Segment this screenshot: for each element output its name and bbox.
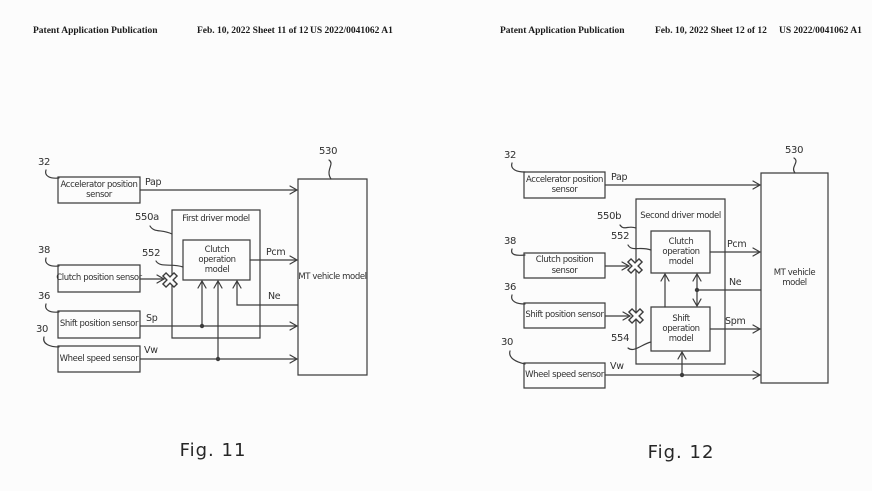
signal-vw: Vw xyxy=(610,361,624,372)
header-publication: Patent Application Publication xyxy=(33,26,158,36)
ref-38: 38 xyxy=(38,245,51,256)
clutch-operation-model-label: Clutch operation model xyxy=(198,244,236,276)
fig11-junction-dot xyxy=(200,324,204,328)
header-date-sheet: Feb. 10, 2022 Sheet 12 of 12 xyxy=(655,26,767,36)
shift-operation-model-label: Shift operation model xyxy=(662,313,700,345)
ref-38: 38 xyxy=(504,236,517,247)
ref-36: 36 xyxy=(504,282,517,293)
ref-30: 30 xyxy=(36,324,49,335)
signal-pcm: Pcm xyxy=(266,247,286,258)
wheel-speed-sensor-label: Wheel speed sensor xyxy=(525,370,604,381)
shift-position-sensor-label: Shift position sensor xyxy=(59,319,139,330)
clutch-operation-model-label: Clutch operation model xyxy=(662,236,700,268)
signal-ne: Ne xyxy=(729,277,742,288)
signal-pap: Pap xyxy=(611,172,628,183)
ref-30: 30 xyxy=(501,337,514,348)
fig12-junction-dot xyxy=(680,373,684,377)
header-doc-number: US 2022/0041062 A1 xyxy=(779,26,862,36)
ref-530: 530 xyxy=(319,146,338,157)
figure-12-caption: Fig. 12 xyxy=(647,442,715,463)
first-driver-model-label: First driver model xyxy=(182,213,250,224)
ref-554: 554 xyxy=(611,333,630,344)
clutch-position-sensor-label: Clutch position sensor xyxy=(56,273,142,284)
accelerator-position-sensor-label: Accelerator position sensor xyxy=(60,179,138,200)
ref-32: 32 xyxy=(38,157,51,168)
header-doc-number: US 2022/0041062 A1 xyxy=(310,26,393,36)
ref-552: 552 xyxy=(142,248,161,259)
shift-position-sensor-label: Shift position sensor xyxy=(525,310,604,321)
ref-36: 36 xyxy=(38,291,51,302)
ref-552: 552 xyxy=(611,231,630,242)
figure-11-caption: Fig. 11 xyxy=(179,440,247,461)
signal-pap: Pap xyxy=(145,177,162,188)
fig12-junction-dot xyxy=(695,288,699,292)
signal-sp: Sp xyxy=(146,313,158,324)
fig11-junction-dot xyxy=(216,357,220,361)
signal-vw: Vw xyxy=(144,345,158,356)
header-date-sheet: Feb. 10, 2022 Sheet 11 of 12 xyxy=(197,26,309,36)
ref-530: 530 xyxy=(785,145,804,156)
signal-ne: Ne xyxy=(268,291,281,302)
mt-vehicle-model-label: MT vehicle model xyxy=(298,271,367,282)
header-publication: Patent Application Publication xyxy=(500,26,625,36)
mt-vehicle-model-label: MT vehicle model xyxy=(773,267,816,288)
wheel-speed-sensor-label: Wheel speed sensor xyxy=(59,353,139,364)
signal-spm: Spm xyxy=(725,316,746,327)
ref-550b: 550b xyxy=(597,211,622,222)
signal-pcm: Pcm xyxy=(727,239,747,250)
ref-550a: 550a xyxy=(135,212,160,223)
second-driver-model-label: Second driver model xyxy=(640,210,721,221)
clutch-position-sensor-label: Clutch position sensor xyxy=(535,255,594,276)
ref-32: 32 xyxy=(504,150,517,161)
accelerator-position-sensor-label: Accelerator position sensor xyxy=(526,174,603,195)
